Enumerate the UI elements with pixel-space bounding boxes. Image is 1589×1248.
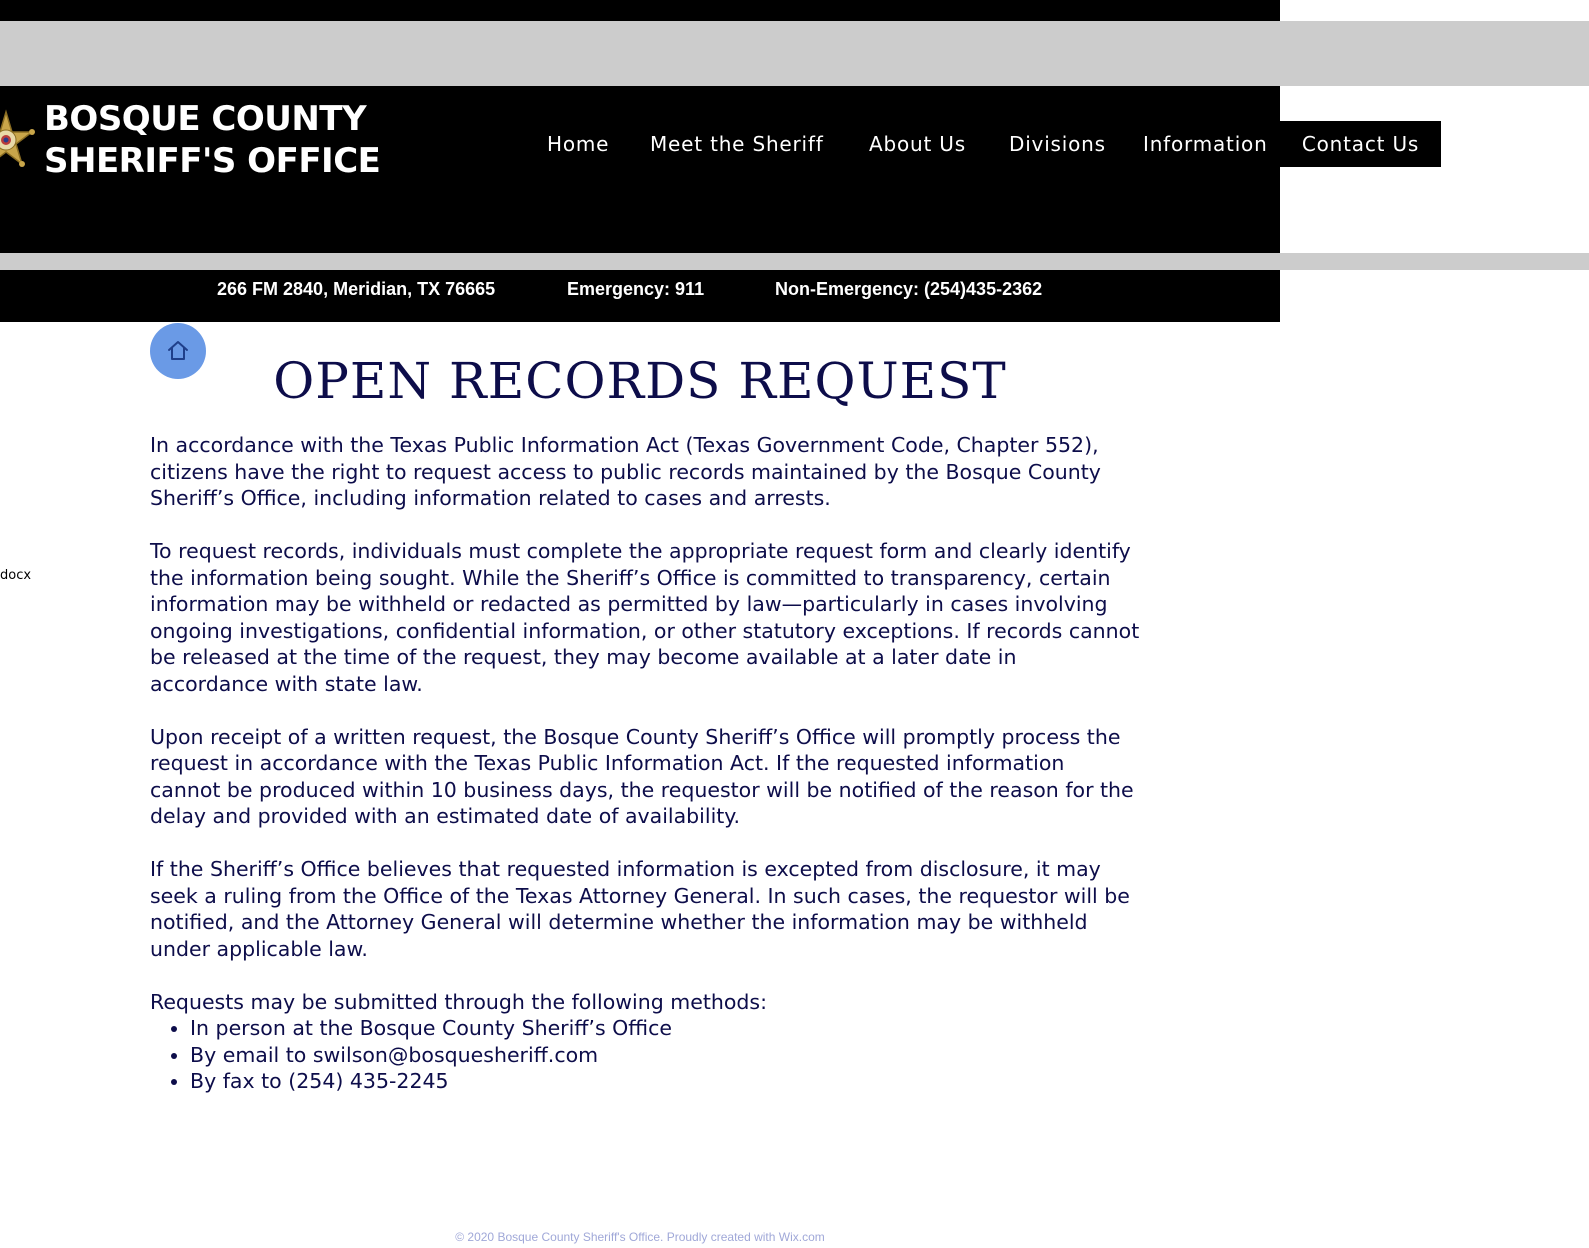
- page-content: [150, 432, 1140, 1095]
- top-gray-band: [0, 21, 1589, 86]
- paragraph-how-to-request: To request records, individuals must complete the appropriate request form and clearly identify the information being sought. While the Sheriff’s Office is committed to transparency, certain information may be withheld or redacted as permitted by law—particularly in cases involving ongoing investigations, confidential information, or other statutory exceptions. If records cannot be released at the time of the request, they may become available at a later date in accordance with state law.: [150, 539, 1140, 696]
- paragraph-exceptions: If the Sheriff’s Office believes that requested information is excepted from disclosure, it may seek a ruling from the Office of the Texas Attorney General. In such cases, the requestor will be notified, and the Attorney General will determine whether the information may be withheld under applicable law.: [150, 857, 1130, 961]
- emergency-text: Emergency: 911: [567, 279, 705, 299]
- address-text: 266 FM 2840, Meridian, TX 76665: [217, 279, 496, 299]
- methods-list: [150, 1015, 1140, 1095]
- list-item: • In person at the Bosque County Sheriff’s Office: [190, 1015, 1140, 1042]
- paragraph-processing: Upon receipt of a written request, the Bosque County Sheriff’s Office will promptly process the request in accordance with the Texas Public Information Act. If the requested information cannot be produced within 10 business days, the requestor will be notified of the reason for the delay and provided with an estimated date of availability.: [150, 724, 1134, 828]
- nav-item-home[interactable]: Home: [547, 132, 610, 156]
- footer-copyright: © 2020 Bosque County Sheriff's Office. Proudly created with Wix.com: [455, 1230, 825, 1244]
- list-item: • By fax to (254) 435-2245: [190, 1068, 1140, 1095]
- header-divider-gray: [0, 253, 1589, 270]
- site-logo[interactable]: [44, 98, 380, 182]
- nav-item-information[interactable]: Information: [1143, 132, 1268, 156]
- list-item[interactable]: • By email to swilson@bosquesheriff.com: [190, 1042, 1140, 1069]
- nav-item-meet-the-sheriff[interactable]: Meet the Sheriff: [650, 132, 824, 156]
- nav-item-contact-us[interactable]: Contact Us: [1280, 121, 1441, 167]
- paragraph-methods-intro: Requests may be submitted through the following methods:: [150, 989, 768, 1014]
- non-emergency-text: Non-Emergency: (254)435-2362: [775, 279, 1043, 299]
- paragraph-intro: In accordance with the Texas Public Information Act (Texas Government Code, Chapter 552), citizens have the right to request access to public records maintained by the Bosque County Sheriff’s Office, including information related to cases and arrests.: [150, 433, 1101, 510]
- sheriff-star-badge-icon: [0, 108, 40, 184]
- nav-item-divisions[interactable]: Divisions: [1009, 132, 1106, 156]
- top-black-bar: [0, 0, 1280, 21]
- side-file-label[interactable]: docx: [0, 568, 32, 583]
- logo-line-2: SHERIFF'S OFFICE: [44, 141, 381, 181]
- nav-item-about-us[interactable]: About Us: [869, 132, 966, 156]
- logo-line-1: BOSQUE COUNTY: [44, 99, 367, 139]
- page-title: OPEN RECORDS REQUEST: [273, 352, 1007, 410]
